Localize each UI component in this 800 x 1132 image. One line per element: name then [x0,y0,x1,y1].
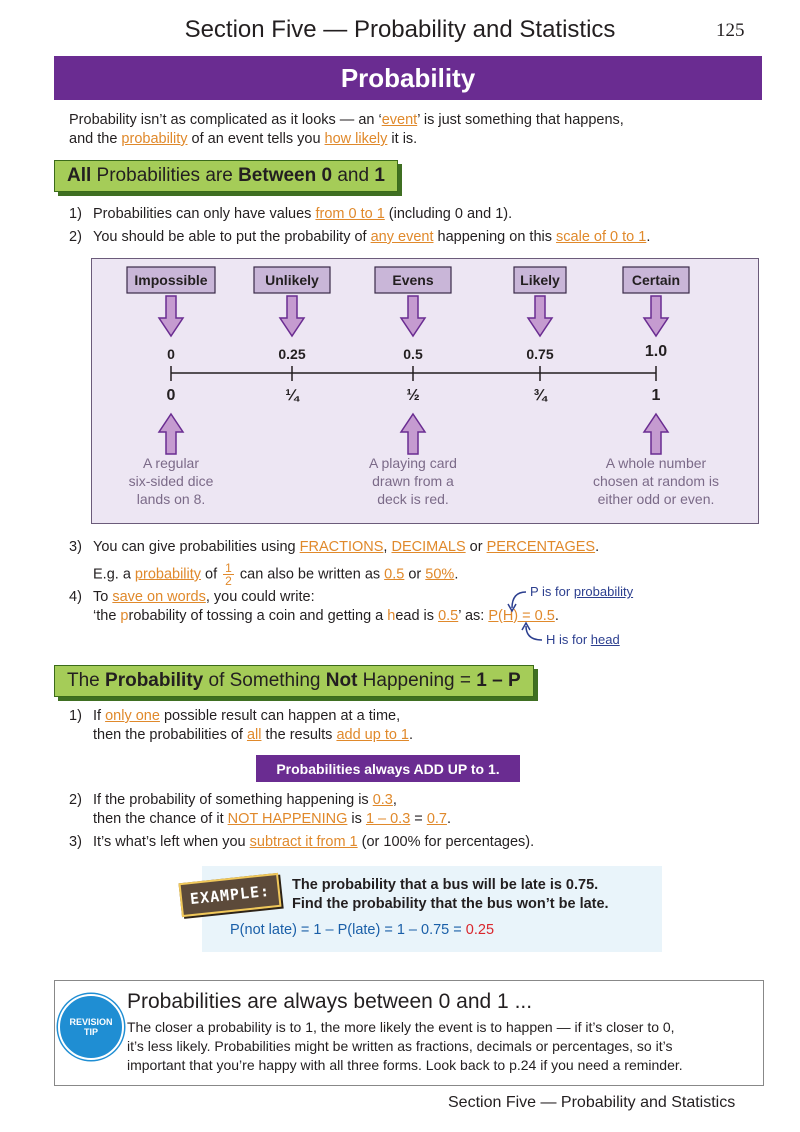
page-footer: Section Five — Probability and Statistics [448,1094,736,1111]
list-item: 1) Probabilities can only have values from 0 to 1 (including 0 and 1). [69,206,513,222]
example-badge: EXAMPLE: [178,873,281,917]
list-item: 1) If only one possible result can happen at a time, [69,708,401,724]
tip-body: The closer a probability is to 1, the more likely the event is to happen — if it’s closer to 0, it’s less likely. Probabilities might be written as fractions, decimals or percentages, so it’s important that you’re happy with all three forms. Look back to p.24 if you need a reminder. [127,1019,683,1073]
scale-fraction: 1 [651,387,661,404]
notation-example-line: ‘the probability of tossing a coin and getting a head is 0.5’ as: P(H) = 0.5. [93,608,559,624]
note-p-for-probability: P is for probability [530,584,634,599]
scale-caption-line: A regular [142,455,200,471]
curved-arrow-icon [500,586,550,646]
scale-fraction: ½ [406,387,420,404]
term-probability: probability [121,131,188,147]
scale-label: Unlikely [265,272,319,288]
up-arrow-icon [644,414,668,454]
down-arrow-icon [159,296,183,336]
tip-title: Probabilities are always between 0 and 1 ... [127,990,533,1013]
section-heading-between-0-and-1: All Probabilities are Between 0 and 1 [54,160,398,192]
list-item-continuation: then the probabilities of all the results add up to 1. [93,727,414,743]
scale-label: Likely [520,272,560,288]
list-item: 2) If the probability of something happening is 0.3, [69,792,397,808]
up-arrow-icon [159,414,183,454]
list-item: 3) It’s what’s left when you subtract it from 1 (or 100% for percentages). [69,834,535,850]
scale-fraction: 0 [166,387,176,404]
scale-decimal: 0.5 [403,346,423,362]
probability-scale-graphics [0,0,800,560]
scale-decimal: 0.25 [278,346,306,362]
term-how-likely: how likely [324,131,388,147]
note-h-for-head: H is for head [546,632,620,647]
list-item: 3) You can give probabilities using FRACTIONS, DECIMALS or PERCENTAGES. [69,539,600,555]
scale-decimal: 0 [167,346,175,362]
fraction-one-half: $\frac{1}{2}$ [225,561,232,588]
scale-caption-line: either odd or even. [597,491,715,507]
list-item: 4) To save on words, you could write: [69,589,315,605]
list-item-continuation: then the chance of it NOT HAPPENING is 1 – 0.3 = 0.7. [93,811,452,827]
page-title: Probability [54,56,762,100]
scale-caption-line: deck is red. [377,491,449,507]
scale-caption-line: lands on 8. [136,491,206,507]
example-question: The probability that a bus will be late is 0.75. Find the probability that the bus won’t be late. [292,877,609,912]
scale-label: Certain [631,272,681,288]
scale-caption-line: drawn from a [372,473,454,489]
down-arrow-icon [401,296,425,336]
list-item: 2) You should be able to put the probability of any event happening on this scale of 0 to 1. [69,229,651,245]
example-answer: P(not late) = 1 – P(late) = 1 – 0.75 = 0.25 [230,922,495,938]
scale-decimal: 0.75 [526,346,554,362]
revision-tip-badge: REVISION TIP [58,994,124,1060]
scale-caption-line: A playing card [369,455,457,471]
up-arrow-icon [401,414,425,454]
add-up-to-1-badge: Probabilities always ADD UP to 1. [256,755,520,782]
page-number: 125 [716,20,745,41]
section-heading-not-happening: The Probability of Something Not Happening = 1 – P [54,665,534,697]
down-arrow-icon [280,296,304,336]
scale-label: Impossible [134,272,208,288]
scale-caption-line: A whole number [605,455,707,471]
scale-label: Evens [392,272,434,288]
down-arrow-icon [644,296,668,336]
scale-fraction: ¼ [285,387,299,404]
down-arrow-icon [528,296,552,336]
intro-paragraph: Probability isn’t as complicated as it looks — an ‘event’ is just something that happens, and the probability of an event tells you how likely it is. [69,112,624,147]
page-header-title: Section Five — Probability and Statistics [184,16,616,43]
scale-fraction: ¾ [533,387,547,404]
scale-decimal: 1.0 [644,343,668,360]
example-fraction-line: E.g. a probability of $\frac{1}{2}$ can also be written as 0.5 or 50%. [93,561,459,588]
scale-caption-line: six-sided dice [128,473,214,489]
scale-caption-line: chosen at random is [592,473,720,489]
term-event: event [381,112,418,128]
